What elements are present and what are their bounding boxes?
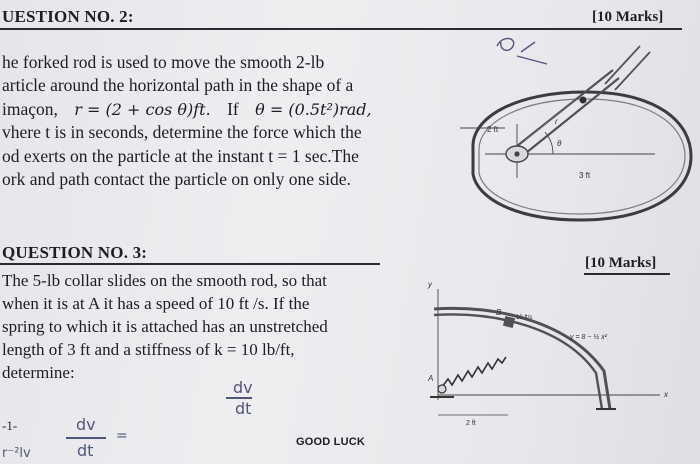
hand-squiggle-2	[497, 38, 547, 64]
hand-equals: =	[116, 428, 128, 444]
rod-shaft-edge	[615, 52, 650, 90]
hand-dt: dt	[235, 399, 252, 418]
label-B: B	[496, 308, 502, 317]
question-2-title: UESTION NO. 2:	[2, 7, 134, 26]
q2-line-1: he forked rod is used to move the smooth 2-lb	[2, 52, 325, 72]
q2-line-3	[2, 98, 372, 121]
q2-limacon-word: imaçon,	[2, 98, 58, 119]
q2-line-4: vhere t is in seconds, determine the force which the	[2, 122, 362, 143]
label-theta: θ	[557, 139, 562, 148]
q3-line-1: The 5-lb collar slides on the smooth rod, so that	[2, 271, 327, 290]
q3-line-3: spring to which it is attached has an unstretched	[2, 316, 328, 336]
hand-dt-2: dt	[77, 441, 94, 460]
q3-line-4: length of 3 ft and a stiffness of k = 10 lb/ft,	[2, 339, 295, 359]
spring-anchor	[438, 385, 446, 393]
q2-theta-equation: θ = (0.5t²)rad,	[255, 99, 372, 119]
label-curve-eq: y = 8 − ½ x²	[570, 334, 607, 341]
q2-line-6: ork and path contact the particle on only one side.	[2, 169, 351, 190]
collar	[503, 316, 515, 328]
spring	[442, 357, 506, 387]
numbering-1: -1-	[2, 418, 18, 433]
hand-left-expression: r⁻²lv	[2, 446, 31, 461]
q2-line-5: od exerts on the particle at the instant t = 1 sec.The	[2, 145, 359, 166]
hand-fraction-bar-2	[66, 437, 106, 439]
label-r: r	[555, 117, 558, 126]
q2-line-2: article around the horizontal path in the shape of a	[2, 75, 354, 96]
rod-shaft	[605, 46, 640, 84]
label-2ft: 2 ft	[487, 125, 499, 134]
q3-line-2: when it is at A it has a speed of 10 ft /s. If the	[2, 293, 310, 313]
fork-tine-upper	[521, 78, 619, 157]
particle	[580, 97, 587, 104]
q3-line-5: determine:	[2, 362, 75, 382]
label-speed: 10 ft/s	[516, 315, 533, 321]
label-3ft: 3 ft	[579, 171, 591, 180]
q2-if: If	[227, 98, 239, 119]
good-luck-text: GOOD LUCK	[296, 436, 366, 448]
question-3-rule-left	[0, 263, 380, 265]
question-3-text	[2, 270, 328, 385]
hand-dv-2: dv	[76, 415, 96, 434]
q2-r-equation: r = (2 + cos θ)ft.	[74, 99, 211, 119]
label-dim-2ft: 2 ft	[466, 420, 476, 427]
label-A: A	[428, 374, 434, 383]
question-2-text	[2, 51, 372, 191]
question-2-marks: [10 Marks]	[592, 9, 664, 25]
hand-dv: dv	[233, 378, 253, 397]
question-3-title: QUESTION NO. 3:	[2, 243, 148, 262]
question-3-marks: [10 Marks]	[585, 255, 657, 271]
collar-rod-figure	[420, 275, 680, 435]
pivot-pin	[514, 151, 519, 156]
label-x: x	[664, 390, 668, 399]
limacon-figure	[455, 28, 700, 228]
label-y: y	[428, 280, 432, 289]
